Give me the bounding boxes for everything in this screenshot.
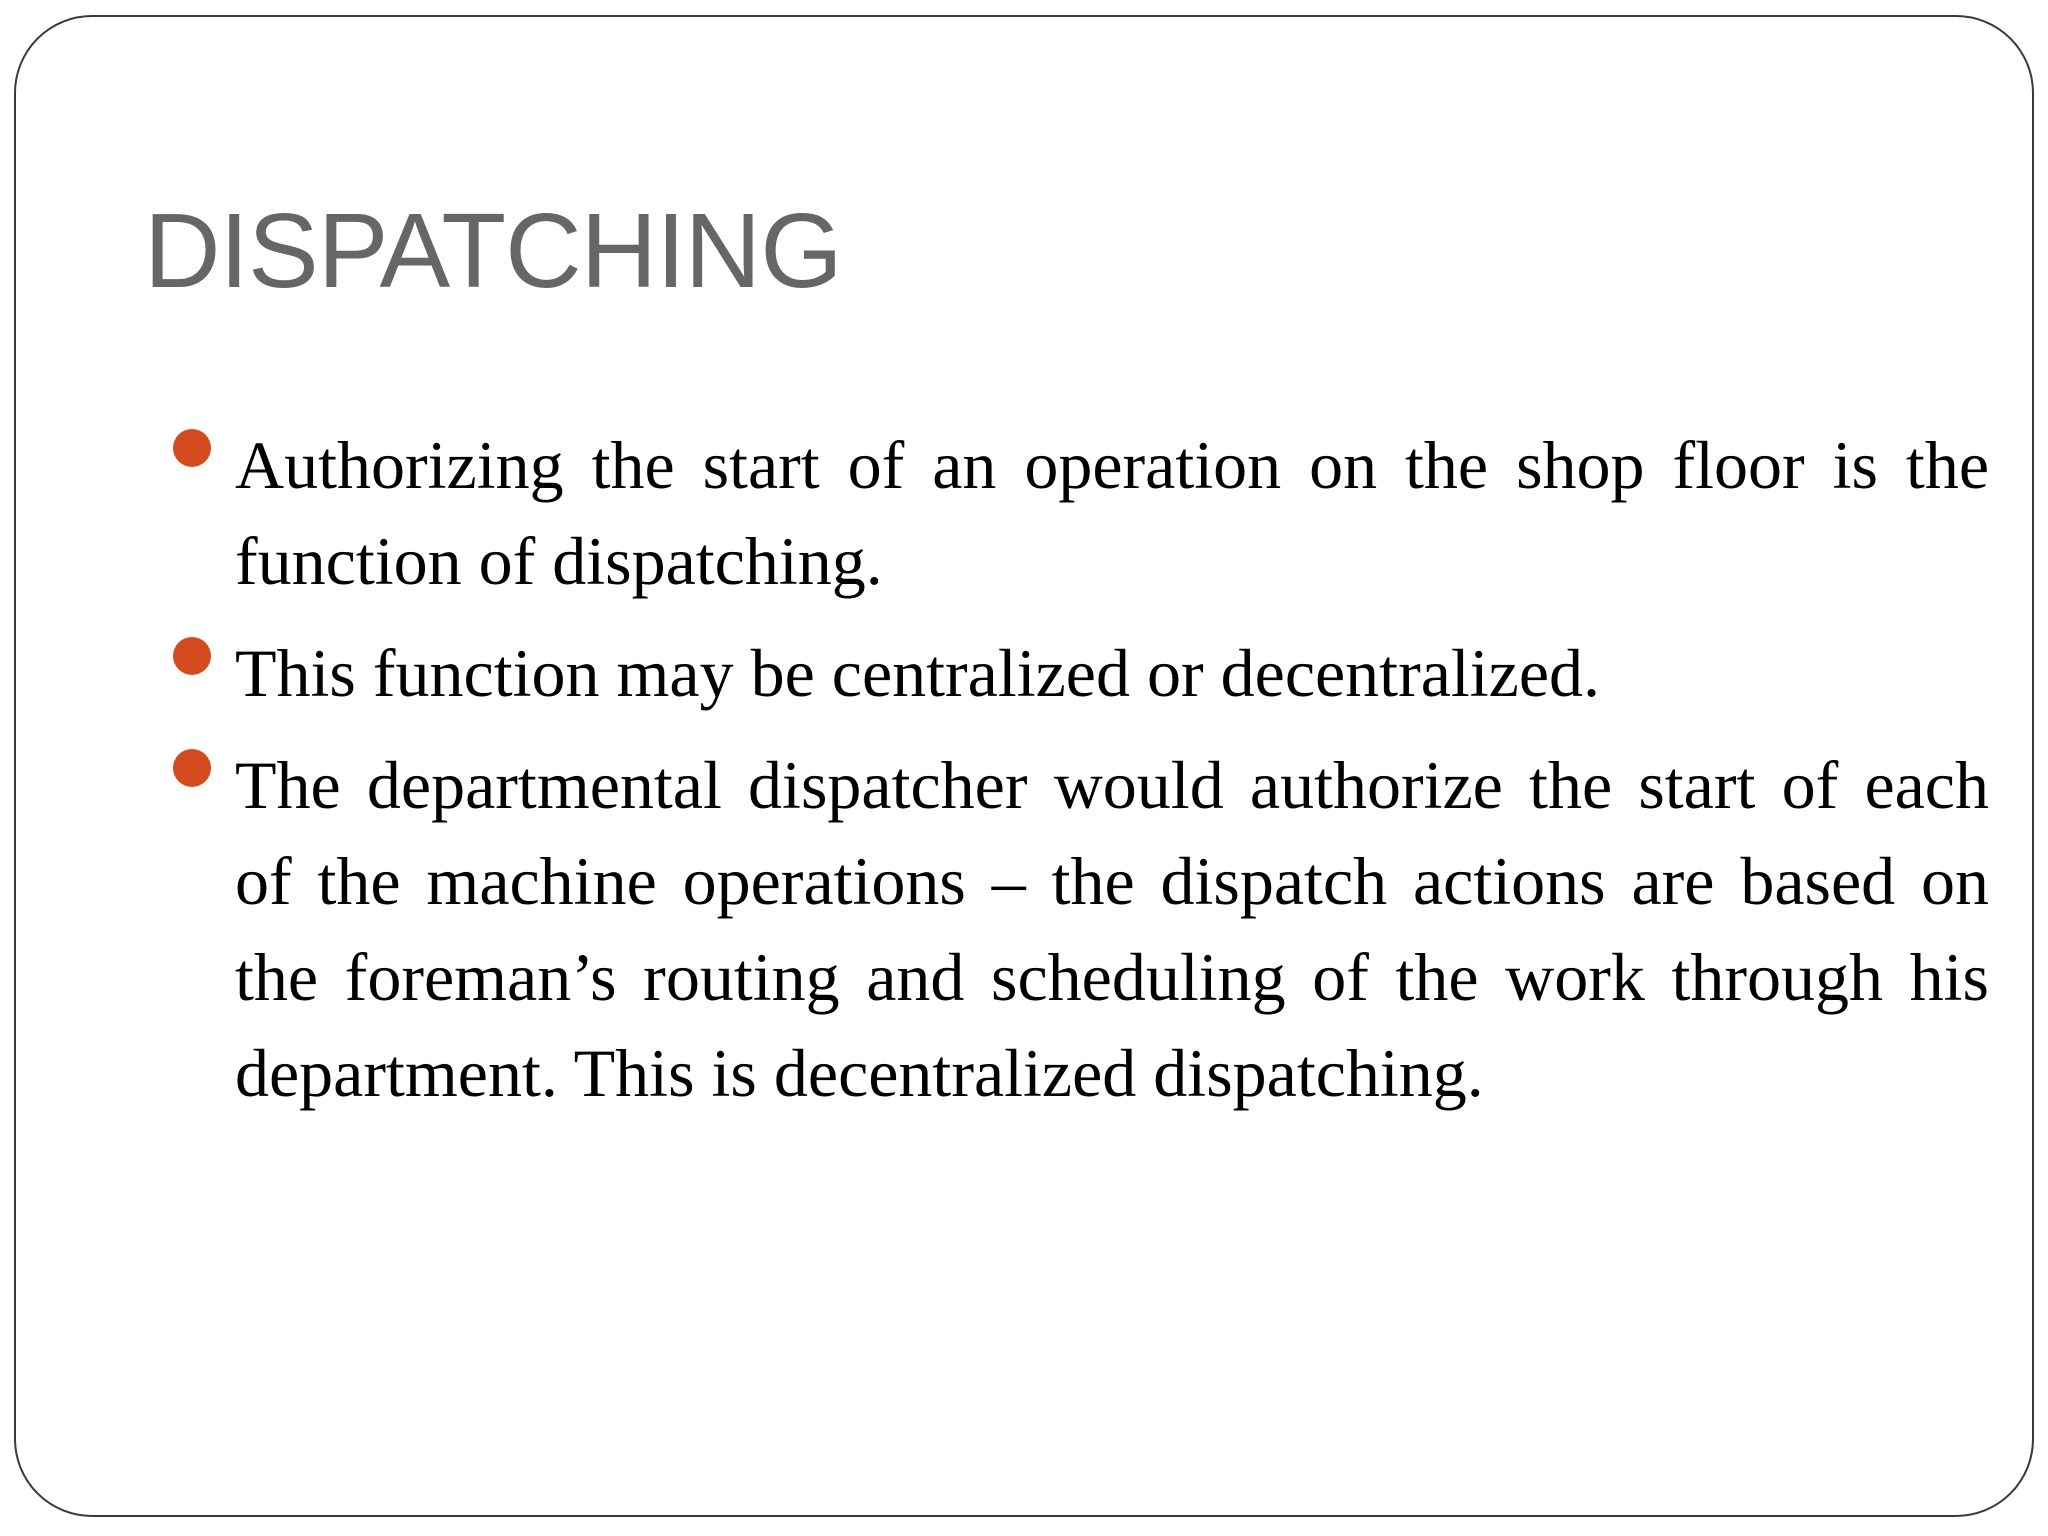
bullet-dot-icon (173, 637, 211, 675)
slide-title: DISPATCHING (144, 192, 842, 310)
bullet-item (173, 417, 1989, 609)
bullet-dot-icon (173, 749, 211, 787)
bullet-text: This function may be centralized or decentralized. (235, 635, 1601, 711)
bullet-text: Authorizing the start of an operation on the shop floor is the function of dispatching. (235, 427, 1989, 599)
bullet-item (173, 737, 1989, 1121)
bullet-text: The departmental dispatcher would authorize the start of each of the machine operations – the dispatch actions are based on the foreman’s routing and scheduling of the work through his department. This is decentralized dispatching. (235, 747, 1989, 1111)
bullet-item (173, 625, 1989, 721)
bullet-dot-icon (173, 429, 211, 467)
slide-frame (14, 15, 2034, 1517)
bullet-list (173, 417, 1989, 1137)
